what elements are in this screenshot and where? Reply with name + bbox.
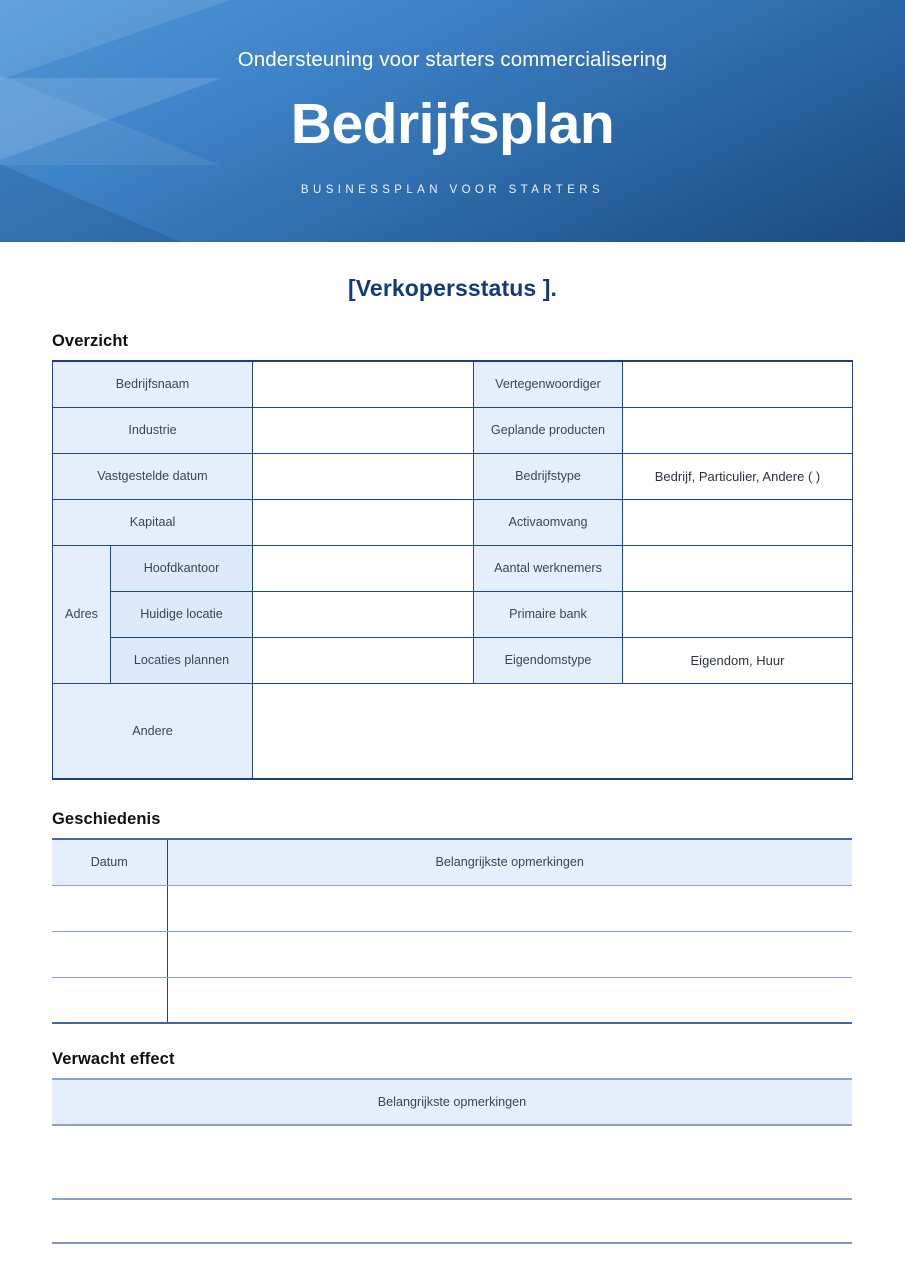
geschiedenis-cell-datum[interactable]: [52, 885, 167, 931]
table-row: [52, 977, 852, 1023]
banner-title: Bedrijfsplan: [290, 91, 615, 156]
geschiedenis-cell-opmerkingen[interactable]: [167, 885, 852, 931]
overzicht-label-vertegenwoordiger: Vertegenwoordiger: [474, 361, 623, 407]
overzicht-label-primaire-bank: Primaire bank: [474, 591, 623, 637]
section-heading-geschiedenis: Geschiedenis: [52, 810, 161, 828]
overzicht-label-huidige-locatie: Huidige locatie: [111, 591, 253, 637]
verwacht-effect-table: [52, 1078, 852, 1200]
section-heading-verwacht-effect: Verwacht effect: [52, 1050, 175, 1068]
overzicht-value-aantal-werknemers[interactable]: [623, 545, 853, 591]
overzicht-value-bedrijfstype[interactable]: Bedrijf, Particulier, Andere ( ): [623, 453, 853, 499]
verwacht-effect-body-cell[interactable]: [52, 1125, 852, 1199]
overzicht-value-huidige-locatie[interactable]: [253, 591, 474, 637]
overzicht-table: [52, 360, 853, 780]
table-row: [53, 453, 853, 499]
geschiedenis-cell-datum[interactable]: [52, 931, 167, 977]
overzicht-value-primaire-bank[interactable]: [623, 591, 853, 637]
overzicht-label-hoofdkantoor: Hoofdkantoor: [111, 545, 253, 591]
overzicht-label-andere: Andere: [53, 683, 253, 779]
overzicht-label-kapitaal: Kapitaal: [53, 499, 253, 545]
overzicht-label-vastgestelde-datum: Vastgestelde datum: [53, 453, 253, 499]
overzicht-label-bedrijfsnaam: Bedrijfsnaam: [53, 361, 253, 407]
section-heading-overzicht: Overzicht: [52, 332, 129, 350]
overzicht-label-activaomvang: Activaomvang: [474, 499, 623, 545]
banner-content: [0, 0, 905, 242]
overzicht-value-locaties-plannen[interactable]: [253, 637, 474, 683]
overzicht-value-bedrijfsnaam[interactable]: [253, 361, 474, 407]
table-row: [53, 683, 853, 779]
header-banner: [0, 0, 905, 242]
overzicht-label-industrie: Industrie: [53, 407, 253, 453]
table-row: [53, 637, 853, 683]
overzicht-value-activaomvang[interactable]: [623, 499, 853, 545]
verwacht-effect-column-opmerkingen: Belangrijkste opmerkingen: [52, 1079, 852, 1125]
overzicht-value-geplande-producten[interactable]: [623, 407, 853, 453]
table-row: [52, 885, 852, 931]
banner-eyebrow: Ondersteuning voor starters commercialisering: [237, 48, 668, 71]
geschiedenis-column-opmerkingen: Belangrijkste opmerkingen: [167, 839, 852, 885]
banner-subtitle: BUSINESSPLAN VOOR STARTERS: [300, 184, 605, 197]
geschiedenis-cell-datum[interactable]: [52, 977, 167, 1023]
overzicht-value-vertegenwoordiger[interactable]: [623, 361, 853, 407]
overzicht-value-industrie[interactable]: [253, 407, 474, 453]
geschiedenis-cell-opmerkingen[interactable]: [167, 977, 852, 1023]
table-row: [52, 931, 852, 977]
table-row: [53, 361, 853, 407]
geschiedenis-table: [52, 838, 852, 1024]
overzicht-label-aantal-werknemers: Aantal werknemers: [474, 545, 623, 591]
table-row: [53, 499, 853, 545]
closing-divider: [52, 1242, 852, 1244]
table-row: [53, 545, 853, 591]
table-header-row: [52, 1079, 852, 1125]
overzicht-value-kapitaal[interactable]: [253, 499, 474, 545]
overzicht-value-hoofdkantoor[interactable]: [253, 545, 474, 591]
overzicht-label-eigendomstype: Eigendomstype: [474, 637, 623, 683]
overzicht-value-eigendomstype[interactable]: Eigendom, Huur: [623, 637, 853, 683]
table-row: [52, 1125, 852, 1199]
overzicht-label-geplande-producten: Geplande producten: [474, 407, 623, 453]
overzicht-value-andere[interactable]: [253, 683, 853, 779]
overzicht-label-locaties-plannen: Locaties plannen: [111, 637, 253, 683]
page-title: [Verkopersstatus ].: [348, 275, 557, 301]
overzicht-value-vastgestelde-datum[interactable]: [253, 453, 474, 499]
geschiedenis-cell-opmerkingen[interactable]: [167, 931, 852, 977]
table-header-row: [52, 839, 852, 885]
table-row: [53, 407, 853, 453]
page-body: [0, 275, 905, 1244]
geschiedenis-column-datum: Datum: [52, 839, 167, 885]
table-row: [53, 591, 853, 637]
overzicht-label-adres: Adres: [53, 545, 111, 683]
overzicht-label-bedrijfstype: Bedrijfstype: [474, 453, 623, 499]
